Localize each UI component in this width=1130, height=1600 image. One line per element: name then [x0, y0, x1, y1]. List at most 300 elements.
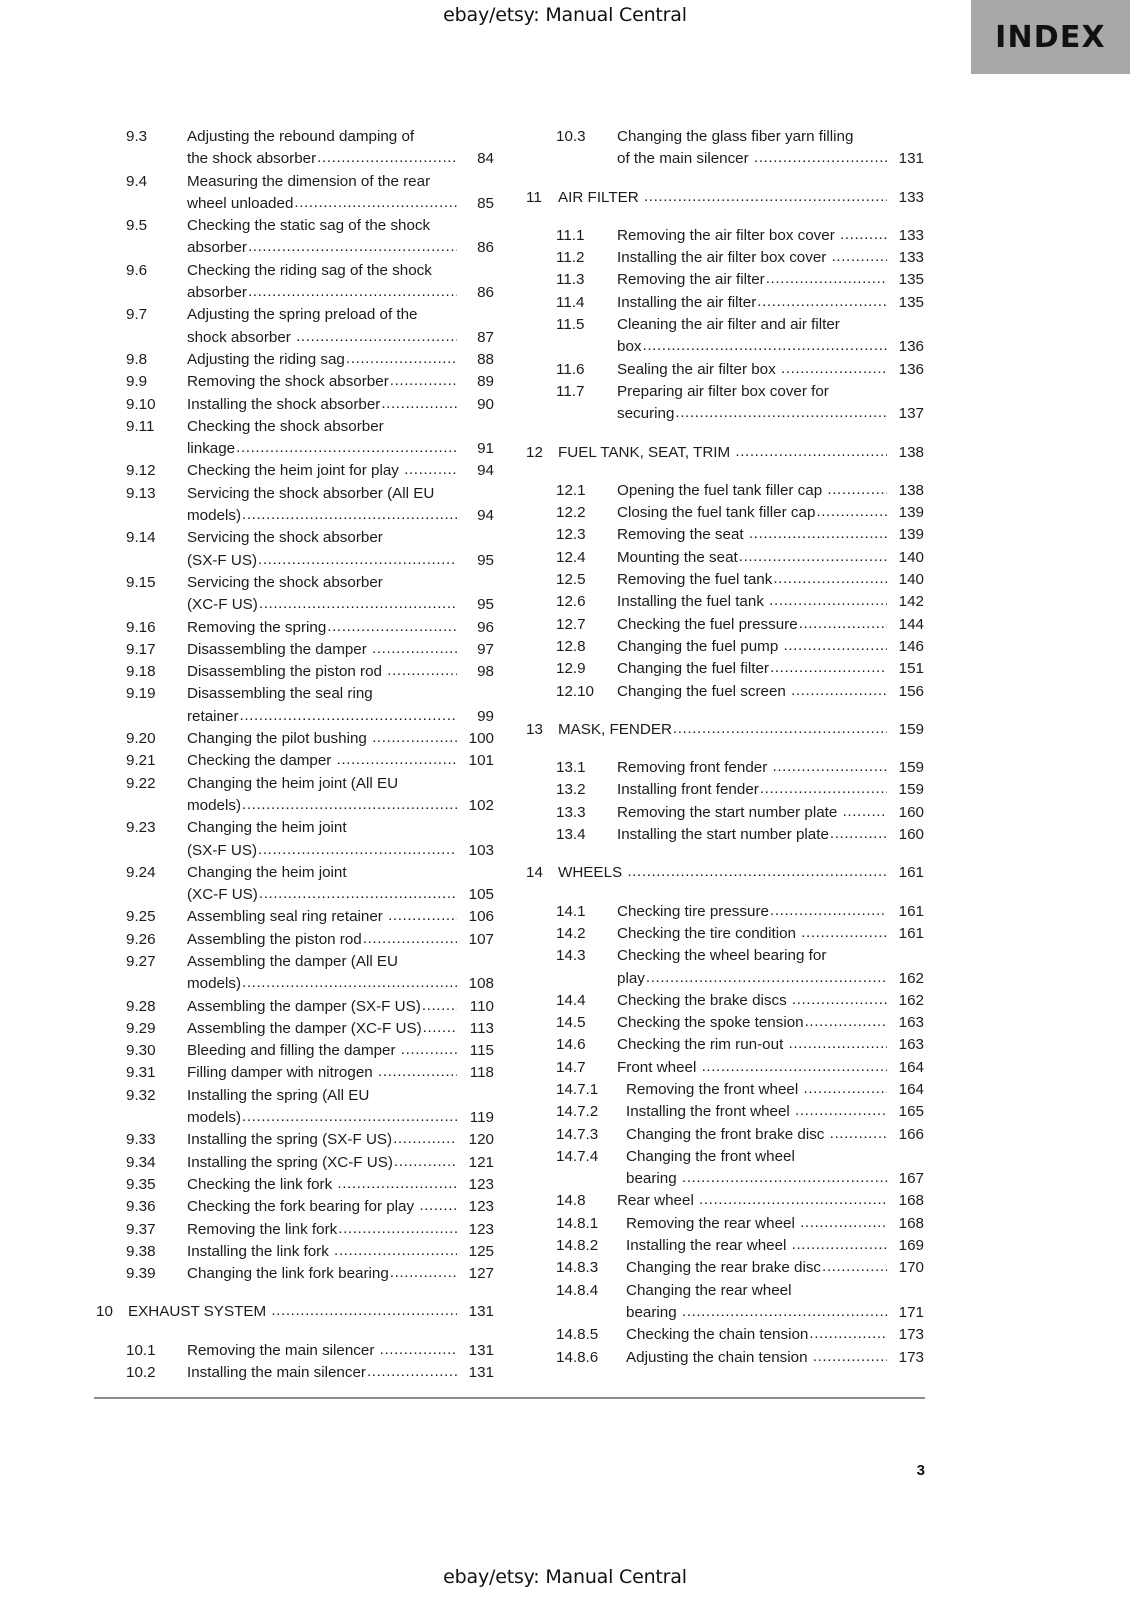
toc-entry-title — [617, 591, 924, 613]
toc-entry-title-tail: Changing the front brake disc — [626, 1125, 829, 1143]
toc-entry-title-tail: Disassembling the damper — [187, 640, 372, 658]
toc-entry[interactable] — [94, 951, 494, 996]
index-tab-label: INDEX — [995, 19, 1106, 55]
toc-entry-title — [187, 527, 494, 572]
toc-entry-page-number: 120 — [468, 1131, 494, 1149]
toc-entry-page-number: 138 — [898, 443, 924, 461]
toc-entry-page-number: 169 — [898, 1237, 924, 1255]
toc-entry[interactable] — [94, 639, 494, 661]
toc-entry[interactable] — [524, 1280, 924, 1325]
toc-entry[interactable] — [94, 394, 494, 416]
toc-entry-last-line — [187, 1263, 494, 1285]
toc-entry-page-number: 121 — [468, 1153, 494, 1171]
dot-leader — [367, 1361, 457, 1383]
toc-entry-last-line — [187, 661, 494, 683]
toc-entry-number: 12.6 — [556, 593, 586, 611]
dot-leader — [337, 749, 457, 771]
toc-entry-title — [128, 1301, 494, 1323]
dot-leader — [760, 778, 887, 800]
toc-entry[interactable] — [524, 636, 924, 658]
toc-entry-number: 11 — [526, 188, 542, 206]
toc-entry-last-line — [626, 1235, 924, 1257]
dot-leader — [419, 1195, 457, 1217]
toc-entry[interactable] — [524, 1190, 924, 1212]
toc-entry-title-line: Changing the front wheel — [626, 1147, 795, 1165]
toc-entry-number: 13.2 — [556, 781, 586, 799]
dot-leader — [801, 922, 887, 944]
toc-entry[interactable] — [94, 817, 494, 862]
toc-entry-number: 14.8.3 — [556, 1259, 599, 1277]
toc-entry-page-number: 113 — [469, 1019, 494, 1037]
toc-entry-number: 14.8 — [556, 1192, 586, 1210]
toc-entry-last-line — [617, 1057, 924, 1079]
toc-entry[interactable] — [94, 1152, 494, 1174]
toc-entry-title-tail: Installing the air filter — [617, 293, 757, 311]
toc-entry-number: 12.10 — [556, 682, 595, 700]
toc-entry[interactable] — [94, 1263, 494, 1285]
toc-entry-number: 9.23 — [126, 819, 156, 837]
toc-entry-title — [187, 349, 494, 371]
toc-entry[interactable] — [524, 945, 924, 990]
toc-entry-title — [187, 1085, 494, 1130]
toc-entry[interactable] — [524, 1101, 924, 1123]
dot-leader — [378, 1061, 457, 1083]
toc-entry-last-line — [626, 1257, 924, 1279]
toc-entry-title — [617, 1257, 924, 1279]
toc-entry-title-tail: Checking the fork bearing for play — [187, 1198, 419, 1216]
toc-entry-number: 10.1 — [126, 1341, 156, 1359]
toc-entry-number: 11.6 — [556, 360, 585, 378]
toc-entry[interactable] — [94, 683, 494, 728]
toc-entry-number: 9.35 — [126, 1175, 156, 1193]
toc-entry[interactable] — [524, 1034, 924, 1056]
toc-entry[interactable] — [524, 569, 924, 591]
toc-entry-number: 14.8.1 — [556, 1214, 599, 1232]
toc-entry-last-line — [617, 292, 924, 314]
toc-entry[interactable] — [94, 1241, 494, 1263]
toc-entry[interactable] — [94, 661, 494, 683]
toc-entry-title-line: Changing the heim joint — [187, 819, 347, 837]
toc-entry-number: 14.7.4 — [556, 1147, 599, 1165]
toc-entry-title — [187, 1241, 494, 1263]
toc-entry-last-line — [617, 1012, 924, 1034]
toc-entry[interactable] — [94, 483, 494, 528]
toc-entry-number: 9.21 — [126, 752, 156, 770]
dot-leader — [242, 1106, 457, 1128]
toc-entry-number: 9.34 — [126, 1153, 156, 1171]
toc-entry-page-number: 89 — [477, 373, 494, 391]
toc-entry[interactable] — [524, 359, 924, 381]
toc-chapter-entry[interactable] — [524, 187, 924, 209]
toc-entry[interactable] — [524, 1235, 924, 1257]
toc-entry[interactable] — [94, 996, 494, 1018]
toc-entry[interactable] — [524, 923, 924, 945]
toc-entry-title-tail: AIR FILTER — [558, 188, 643, 206]
toc-entry[interactable] — [94, 1040, 494, 1062]
toc-entry[interactable] — [524, 614, 924, 636]
toc-entry-title-tail: Assembling the piston rod — [187, 930, 362, 948]
toc-entry[interactable] — [524, 1257, 924, 1279]
toc-entry[interactable] — [524, 1324, 924, 1346]
toc-entry[interactable] — [524, 802, 924, 824]
toc-entry-number: 12.8 — [556, 637, 586, 655]
toc-entry-title — [617, 990, 924, 1012]
toc-entry[interactable] — [524, 901, 924, 923]
toc-entry-page-number: 84 — [477, 150, 494, 168]
toc-entry-title — [617, 269, 924, 291]
toc-entry[interactable] — [94, 906, 494, 928]
toc-entry[interactable] — [524, 1079, 924, 1101]
dot-leader — [363, 928, 457, 950]
toc-entry[interactable] — [94, 171, 494, 216]
toc-entry-number: 11.2 — [556, 249, 585, 267]
toc-entry-title — [187, 394, 494, 416]
toc-entry[interactable] — [524, 1057, 924, 1079]
toc-entry-page-number: 139 — [898, 504, 924, 522]
toc-entry-number: 9.29 — [126, 1019, 156, 1037]
toc-entry-last-line — [617, 658, 924, 680]
toc-entry-page-number: 173 — [898, 1326, 924, 1344]
toc-entry-page-number: 107 — [468, 930, 494, 948]
toc-entry-title-line: Cleaning the air filter and air filter — [617, 316, 840, 334]
toc-entry-title-tail: Removing the link fork — [187, 1220, 338, 1238]
toc-entry[interactable] — [94, 929, 494, 951]
toc-entry-page-number: 164 — [898, 1080, 924, 1098]
toc-entry-page-number: 131 — [898, 150, 924, 168]
dot-leader — [296, 326, 457, 348]
dot-leader — [773, 756, 888, 778]
toc-entry-title-tail: Assembling the damper (XC-F US) — [187, 1019, 422, 1037]
toc-entry[interactable] — [524, 757, 924, 779]
toc-entry[interactable] — [524, 381, 924, 426]
dot-leader — [337, 1173, 457, 1195]
toc-entry[interactable] — [524, 480, 924, 502]
toc-entry[interactable] — [94, 126, 494, 171]
toc-entry[interactable] — [94, 572, 494, 617]
toc-entry-number: 9.5 — [126, 217, 148, 235]
toc-entry[interactable] — [94, 304, 494, 349]
toc-entry-title — [617, 1034, 924, 1056]
toc-entry-page-number: 166 — [898, 1125, 924, 1143]
toc-entry[interactable] — [94, 215, 494, 260]
toc-entry-title-tail: models) — [187, 1109, 242, 1127]
toc-entry-number: 14.7.1 — [556, 1080, 599, 1098]
toc-entry-title — [558, 719, 924, 741]
toc-entry[interactable] — [524, 269, 924, 291]
toc-entry-page-number: 118 — [469, 1064, 494, 1082]
toc-chapter-entry[interactable] — [524, 862, 924, 884]
toc-entry-title-tail: retainer — [187, 707, 239, 725]
toc-entry-page-number: 156 — [898, 682, 924, 700]
dot-leader — [259, 883, 457, 905]
dot-leader — [242, 504, 457, 526]
toc-entry[interactable] — [94, 1085, 494, 1130]
toc-entry[interactable] — [94, 416, 494, 461]
toc-entry[interactable] — [94, 349, 494, 371]
toc-entry-page-number: 127 — [468, 1265, 494, 1283]
toc-entry-page-number: 142 — [898, 593, 924, 611]
toc-entry-title-tail: Checking the heim joint for play — [187, 462, 404, 480]
dot-leader — [259, 593, 457, 615]
toc-entry-title — [187, 906, 494, 928]
toc-entry-title-tail: Removing the main silencer — [187, 1341, 379, 1359]
toc-entry-title — [187, 929, 494, 951]
toc-entry-title-tail: absorber — [187, 239, 247, 257]
toc-entry-number: 14.5 — [556, 1014, 586, 1032]
toc-entry[interactable] — [524, 314, 924, 359]
toc-entry[interactable] — [524, 1012, 924, 1034]
toc-entry-title-line: Adjusting the spring preload of the — [187, 306, 418, 324]
toc-entry-title-line: Preparing air filter box cover for — [617, 382, 829, 400]
toc-entry[interactable] — [94, 617, 494, 639]
toc-entry-number: 9.15 — [126, 573, 156, 591]
dot-leader — [791, 680, 887, 702]
toc-entry[interactable] — [94, 1174, 494, 1196]
toc-entry[interactable] — [94, 750, 494, 772]
toc-entry-number: 14.8.4 — [556, 1281, 599, 1299]
toc-entry-page-number: 95 — [477, 596, 494, 614]
toc-entry-last-line — [558, 862, 924, 884]
toc-entry-title — [617, 247, 924, 269]
toc-entry-title-line: Servicing the shock absorber — [187, 529, 383, 547]
toc-entry-number: 14.8.6 — [556, 1348, 599, 1366]
toc-entry-page-number: 162 — [898, 969, 924, 987]
toc-entry-number: 10.3 — [556, 128, 586, 145]
toc-entry-title-tail: Installing the spring (XC-F US) — [187, 1153, 393, 1171]
toc-entry-title-tail: the shock absorber — [187, 150, 317, 168]
toc-entry[interactable] — [524, 681, 924, 703]
dot-leader — [770, 900, 887, 922]
toc-chapter-entry[interactable] — [524, 442, 924, 464]
dot-leader — [327, 616, 457, 638]
toc-entry-last-line — [187, 996, 494, 1018]
toc-chapter-entry[interactable] — [94, 1301, 494, 1323]
toc-entry-title — [187, 1174, 494, 1196]
toc-entry-title — [187, 1219, 494, 1241]
dot-leader — [372, 638, 457, 660]
toc-chapter-entry[interactable] — [524, 719, 924, 741]
toc-entry-title-line: Checking the wheel bearing for — [617, 947, 827, 965]
toc-entry-last-line — [187, 884, 494, 906]
dot-leader — [346, 348, 457, 370]
toc-entry[interactable] — [94, 862, 494, 907]
toc-entry[interactable] — [94, 1062, 494, 1084]
dot-leader — [702, 1056, 887, 1078]
toc-entry-last-line — [617, 148, 924, 170]
toc-entry-number: 9.38 — [126, 1242, 156, 1260]
toc-entry-last-line — [626, 1101, 924, 1123]
toc-entry-page-number: 135 — [898, 271, 924, 289]
toc-entry-number: 11.5 — [556, 316, 585, 334]
toc-entry-number: 12.7 — [556, 615, 586, 633]
toc-entry-title-tail: Installing the spring (SX-F US) — [187, 1131, 393, 1149]
toc-entry[interactable] — [94, 1018, 494, 1040]
toc-entry-number: 9.4 — [126, 172, 148, 190]
toc-entry-page-number: 123 — [468, 1175, 494, 1193]
toc-entry-page-number: 165 — [898, 1103, 924, 1121]
toc-entry-last-line — [187, 639, 494, 661]
toc-entry-last-line — [187, 1174, 494, 1196]
toc-entry-last-line — [187, 1040, 494, 1062]
toc-entry-title-tail: Changing the fuel filter — [617, 660, 769, 678]
toc-entry[interactable] — [524, 247, 924, 269]
toc-entry-number: 9.25 — [126, 908, 156, 926]
toc-entry-number: 9.13 — [126, 484, 156, 502]
toc-entry[interactable] — [94, 371, 494, 393]
toc-entry-title-tail: securing — [617, 405, 675, 423]
toc-entry-page-number: 163 — [898, 1014, 924, 1032]
toc-entry-number: 14.7.3 — [556, 1125, 599, 1143]
toc-entry[interactable] — [524, 126, 924, 171]
toc-entry[interactable] — [524, 591, 924, 613]
toc-entry-number: 9.30 — [126, 1042, 156, 1060]
toc-entry-last-line — [187, 550, 494, 572]
toc-entry-last-line — [617, 1190, 924, 1212]
toc-entry[interactable] — [524, 658, 924, 680]
toc-entry-title-tail: Removing the front wheel — [626, 1080, 803, 1098]
toc-entry-number: 13.3 — [556, 803, 586, 821]
toc-entry-number: 10 — [96, 1303, 113, 1321]
toc-entry-number: 11.3 — [556, 271, 585, 289]
toc-entry-last-line — [187, 840, 494, 862]
dot-leader — [394, 1151, 457, 1173]
toc-entry-title-line: Servicing the shock absorber — [187, 573, 383, 591]
toc-entry[interactable] — [524, 524, 924, 546]
toc-entry-last-line — [187, 1241, 494, 1263]
dot-leader — [294, 192, 457, 214]
toc-entry-last-line — [617, 779, 924, 801]
toc-entry[interactable] — [94, 260, 494, 305]
dot-leader — [757, 291, 887, 313]
toc-entry-page-number: 85 — [477, 194, 494, 212]
toc-entry-page-number: 168 — [898, 1214, 924, 1232]
toc-entry[interactable] — [94, 728, 494, 750]
toc-entry-title-tail: Changing the rear brake disc — [626, 1259, 822, 1277]
toc-entry-title-tail: Front wheel — [617, 1058, 701, 1076]
dot-leader — [393, 1128, 457, 1150]
dot-leader — [317, 147, 457, 169]
toc-entry-last-line — [187, 1340, 494, 1362]
toc-entry-title-tail: EXHAUST SYSTEM — [128, 1303, 271, 1321]
toc-entry-number: 9.26 — [126, 930, 156, 948]
toc-entry-number: 14.1 — [556, 902, 586, 920]
toc-entry-title — [617, 636, 924, 658]
toc-entry-last-line — [617, 757, 924, 779]
toc-entry[interactable] — [524, 824, 924, 846]
toc-entry-title-tail: bearing — [626, 1303, 681, 1321]
footer-divider-rule — [94, 1397, 925, 1399]
footer-watermark: ebay/etsy: Manual Central — [443, 1566, 687, 1588]
toc-entry[interactable] — [524, 990, 924, 1012]
toc-entry-title-tail: Checking the fuel pressure — [617, 615, 798, 633]
dot-leader — [781, 358, 887, 380]
toc-entry-page-number: 164 — [898, 1058, 924, 1076]
toc-entry-page-number: 94 — [477, 507, 494, 525]
toc-entry[interactable] — [94, 460, 494, 482]
toc-entry-number: 9.16 — [126, 618, 156, 636]
toc-entry[interactable] — [94, 527, 494, 572]
toc-entry-title-tail: Checking the chain tension — [626, 1326, 809, 1344]
toc-entry-page-number: 131 — [468, 1364, 494, 1382]
toc-entry-last-line — [187, 148, 494, 170]
dot-leader — [822, 1256, 887, 1278]
toc-entry[interactable] — [94, 1219, 494, 1241]
toc-entry[interactable] — [524, 502, 924, 524]
toc-entry-number: 9.8 — [126, 350, 148, 368]
toc-entry-title-tail: Changing the pilot bushing — [187, 730, 372, 748]
toc-entry-title — [187, 1340, 494, 1362]
toc-entry[interactable] — [524, 225, 924, 247]
toc-entry[interactable] — [524, 1213, 924, 1235]
toc-entry-title — [617, 1213, 924, 1235]
toc-entry-number: 12.4 — [556, 548, 586, 566]
toc-entry-number: 9.28 — [126, 997, 156, 1015]
toc-entry-page-number: 161 — [898, 902, 924, 920]
toc-entry-title — [617, 292, 924, 314]
toc-entry[interactable] — [94, 1340, 494, 1362]
toc-entry-title — [187, 260, 494, 305]
toc-entry-title — [187, 1152, 494, 1174]
toc-entry-title — [187, 639, 494, 661]
toc-entry-title-line: Adjusting the rebound damping of — [187, 128, 415, 145]
toc-entry-title-tail: Filling damper with nitrogen — [187, 1064, 377, 1082]
toc-entry-number: 9.24 — [126, 863, 156, 881]
toc-entry-title — [617, 901, 924, 923]
toc-entry-title — [617, 824, 924, 846]
toc-entry-number: 14.8.2 — [556, 1237, 599, 1255]
toc-entry-title-line: Changing the rear wheel — [626, 1281, 792, 1299]
dot-leader — [773, 568, 887, 590]
toc-entry[interactable] — [524, 547, 924, 569]
toc-entry-page-number: 86 — [477, 239, 494, 257]
toc-entry-title-tail: Bleeding and filling the damper — [187, 1042, 400, 1060]
toc-entry-page-number: 108 — [468, 975, 494, 993]
toc-entry-last-line — [187, 594, 494, 616]
toc-entry-title-tail: Assembling the damper (SX-F US) — [187, 997, 421, 1015]
toc-entry[interactable] — [524, 1347, 924, 1369]
dot-leader — [644, 186, 887, 208]
toc-entry[interactable] — [94, 1196, 494, 1218]
toc-entry-last-line — [558, 442, 924, 464]
toc-entry[interactable] — [94, 1129, 494, 1151]
toc-entry-page-number: 99 — [477, 707, 494, 725]
toc-entry-title-line: Checking the static sag of the shock — [187, 217, 431, 235]
toc-entry-title — [187, 617, 494, 639]
toc-entry-title-tail: models) — [187, 796, 242, 814]
toc-entry-title — [187, 304, 494, 349]
toc-entry[interactable] — [524, 1146, 924, 1191]
toc-column-right — [524, 126, 924, 1369]
dot-leader — [682, 1301, 887, 1323]
toc-entry-page-number: 95 — [477, 551, 494, 569]
toc-entry-page-number: 105 — [468, 886, 494, 904]
toc-entry-title-tail: Removing the spring — [187, 618, 327, 636]
toc-entry-number: 14.8.5 — [556, 1326, 599, 1344]
toc-entry-title-line: Checking the riding sag of the shock — [187, 261, 432, 279]
toc-entry[interactable] — [94, 773, 494, 818]
toc-entry-title-tail: (SX-F US) — [187, 551, 258, 569]
toc-entry-page-number: 101 — [468, 752, 494, 770]
toc-entry[interactable] — [524, 779, 924, 801]
toc-entry-title-tail: Removing the seat — [617, 526, 748, 544]
toc-entry[interactable] — [524, 292, 924, 314]
dot-leader — [816, 501, 887, 523]
toc-entry-last-line — [187, 1362, 494, 1384]
toc-entry-last-line — [187, 906, 494, 928]
toc-entry[interactable] — [94, 1362, 494, 1384]
toc-entry[interactable] — [524, 1124, 924, 1146]
toc-entry-title-tail: bearing — [626, 1170, 681, 1188]
